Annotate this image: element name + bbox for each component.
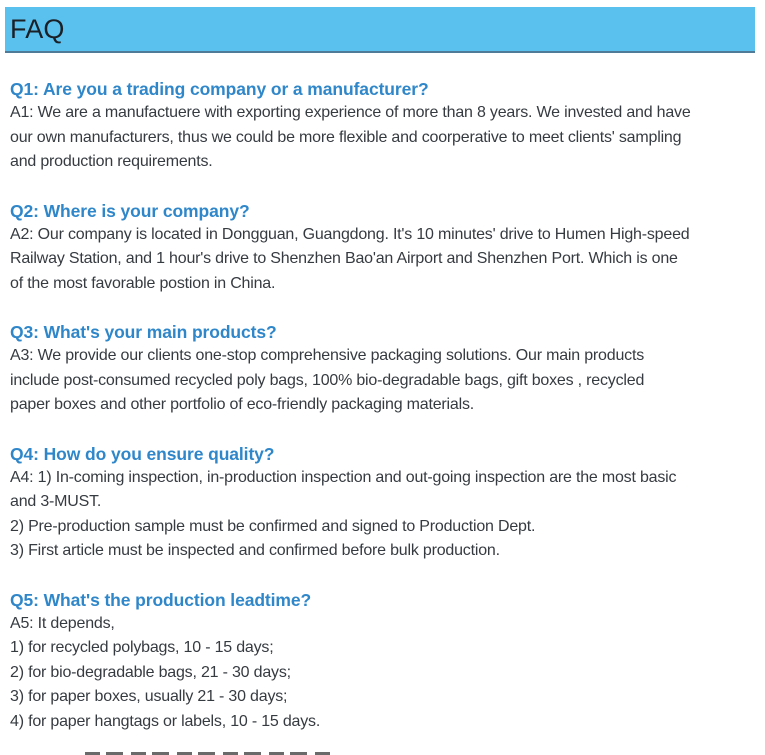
faq-question: Q3: What's your main products? <box>10 322 277 342</box>
faq-answer: A2: Our company is located in Dongguan, Guangdong. It's 10 minutes' drive to Humen High-speed Railway Station, and 1 hour's drive to Shenzhen Bao'an Airport and Shenzhen Port. Which is one of the most favorable postion in China. <box>10 225 690 292</box>
section-header <box>5 7 755 53</box>
faq-answer: A5: It depends, 1) for recycled polybags, 10 - 15 days; 2) for bio-degradable bags, 21 - 30 days; 3) for paper boxes, usually 21 - 30 days; 4) for paper hangtags or labels, 10 - 15 days. <box>10 614 321 730</box>
faq-answer: A3: We provide our clients one-stop comprehensive packaging solutions. Our main products include post-consumed recycled poly bags, 100% bio-degradable bags, gift boxes , recycled paper boxes and other portfolio of eco-friendly packaging materials. <box>10 347 645 413</box>
faq-item <box>10 79 755 175</box>
faq-item <box>10 590 755 735</box>
faq-question: Q5: What's the production leadtime? <box>10 589 312 610</box>
faq-answer: A4: 1) In-coming inspection, in-production inspection and out-going inspection are the most basic and 3-MUST. 2) Pre-production sample must be confirmed and signed to Production Dept. 3) First article must be inspected and confirmed before bulk production. <box>10 468 677 559</box>
faq-answer: A1: We are a manufactuere with exporting experience of more than 8 years. We invested and have our own manufacturers, thus we could be more flexible and coorperative to meet clients' sampling and production requirements. <box>10 104 691 170</box>
faq-item <box>10 201 755 297</box>
faq-question: Q4: How do you ensure quality? <box>10 443 275 464</box>
faq-question: Q2: Where is your company? <box>10 200 250 221</box>
faq-item <box>10 322 755 418</box>
faq-page <box>0 7 765 755</box>
page-title: FAQ <box>10 13 65 44</box>
faq-list <box>0 79 765 734</box>
faq-item <box>10 444 755 564</box>
faq-question: Q1: Are you a trading company or a manufacturer? <box>10 79 429 99</box>
